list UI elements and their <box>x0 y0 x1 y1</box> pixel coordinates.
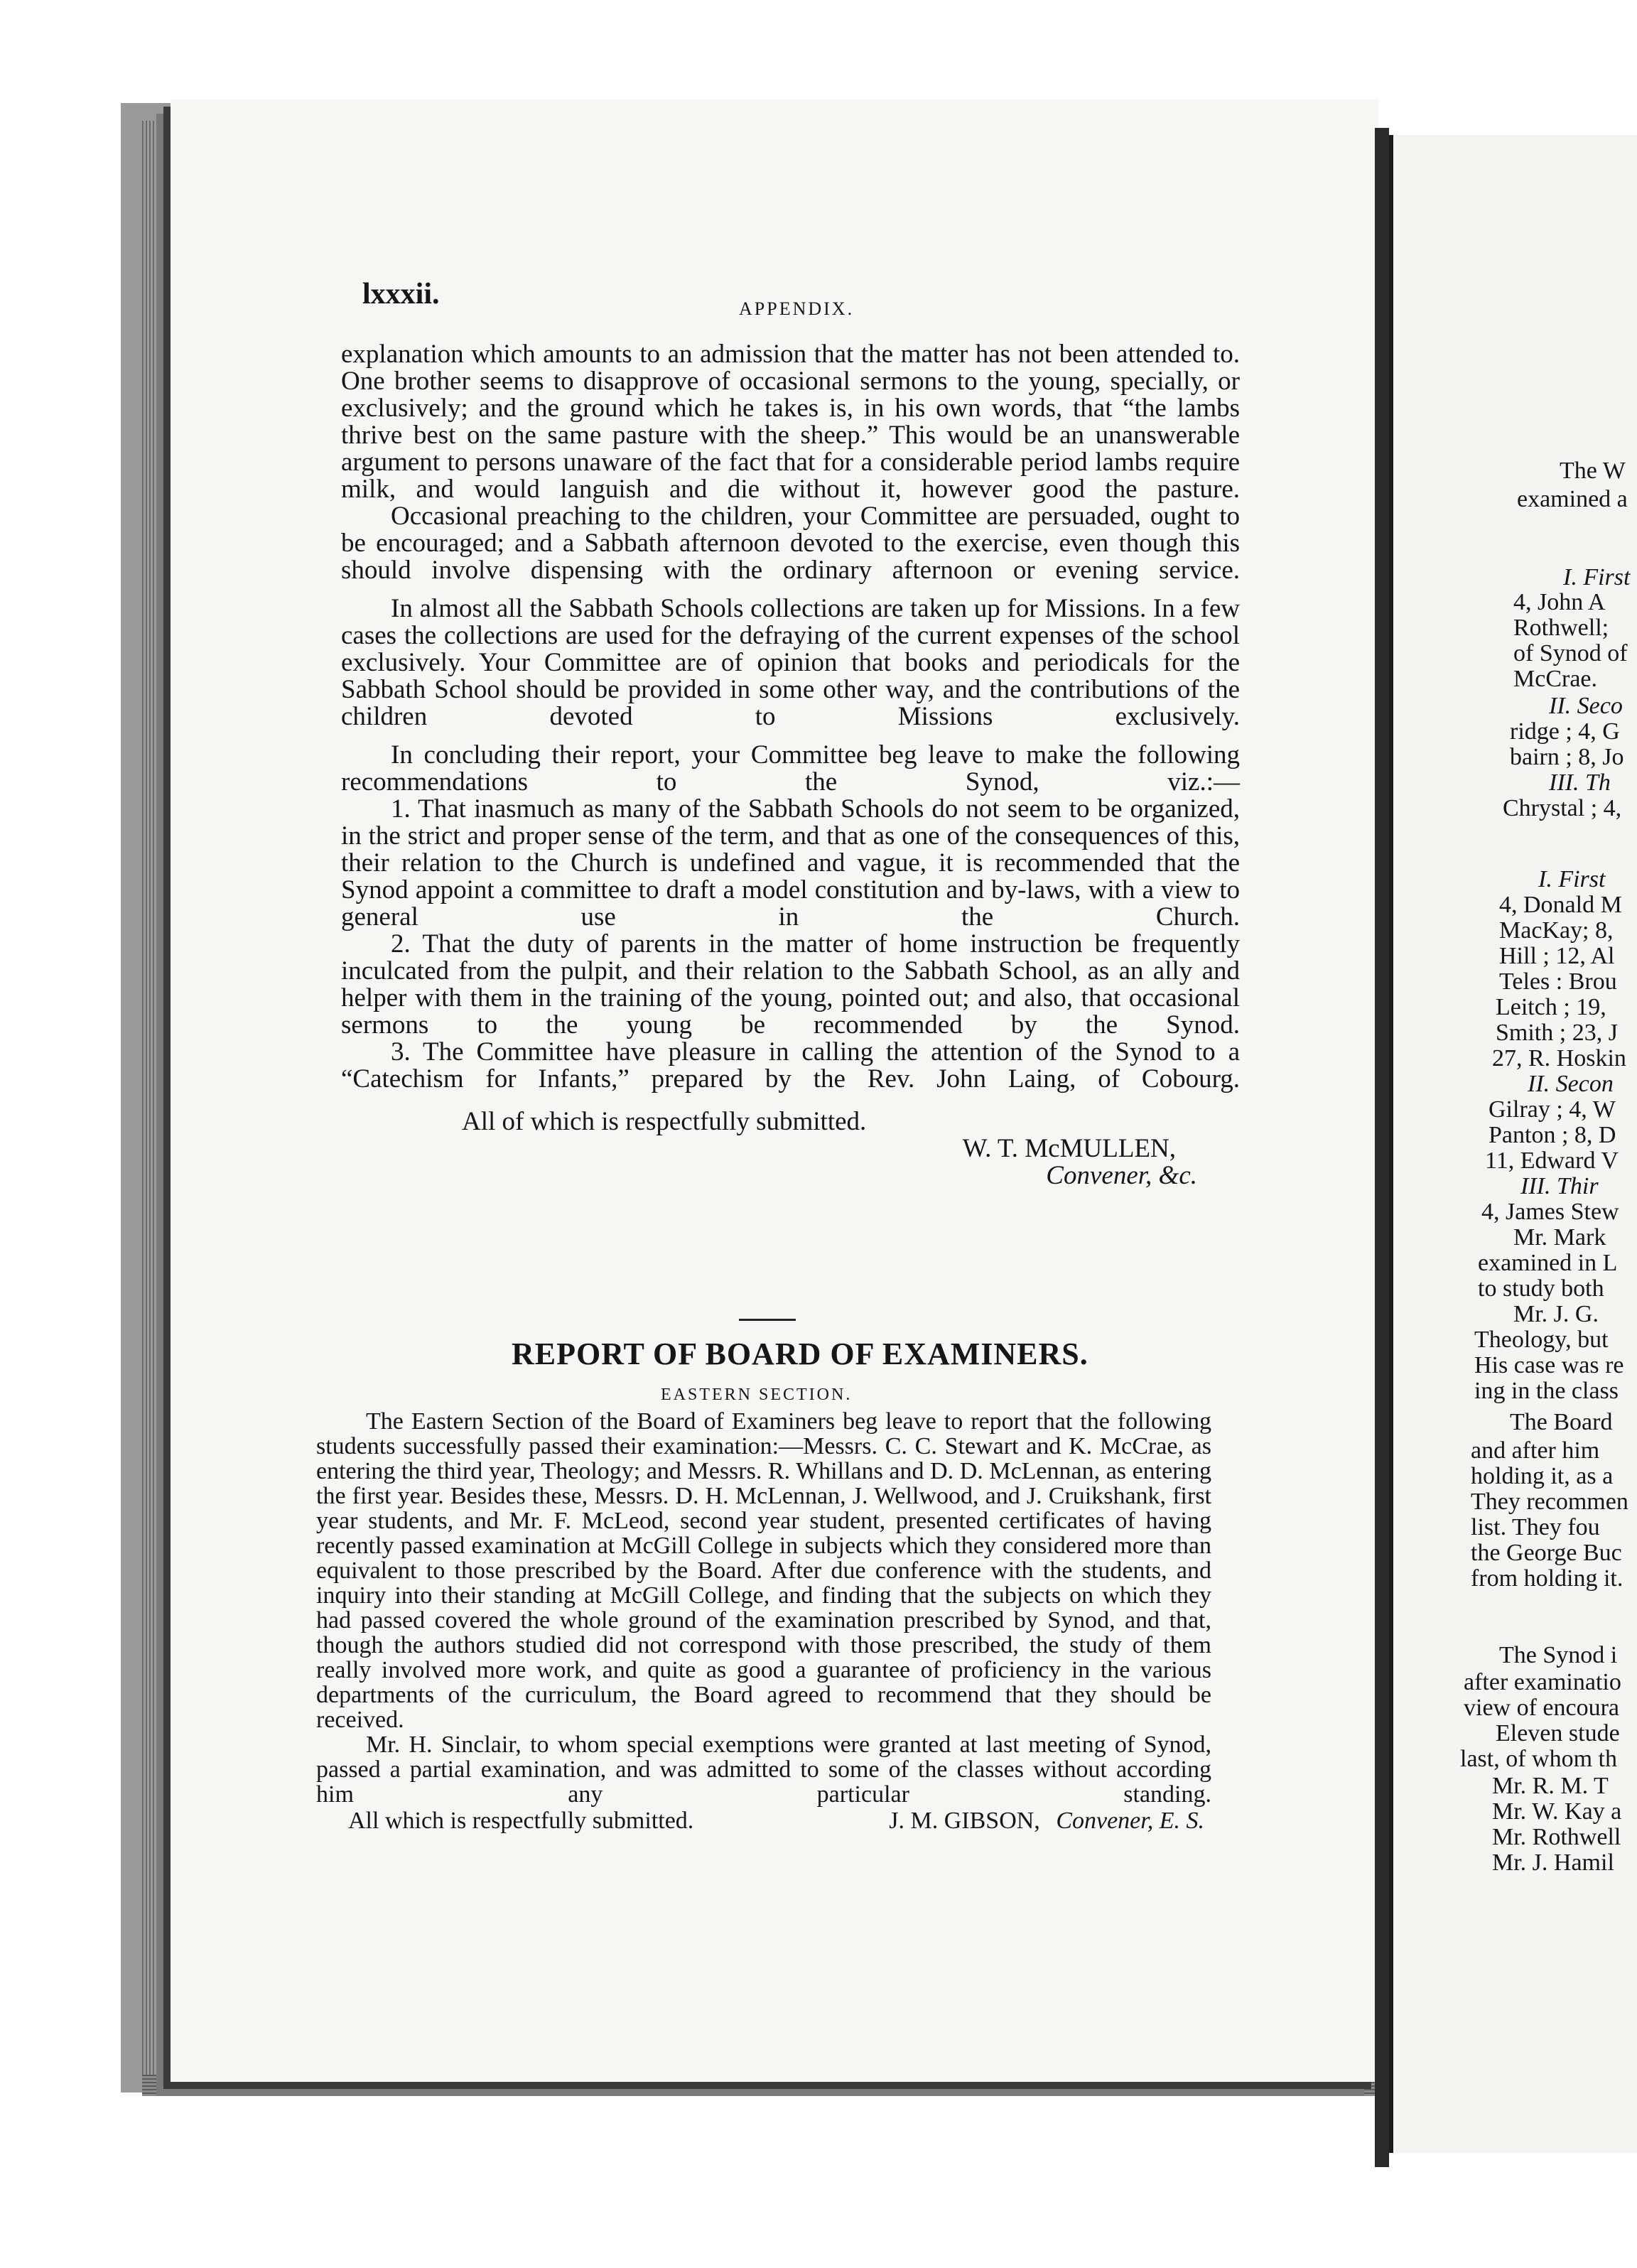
right-fragment: 4, Donald M <box>1499 892 1622 918</box>
right-fragment: III. Th <box>1549 770 1611 796</box>
right-fragment: Gilray ; 4, W <box>1489 1096 1616 1123</box>
right-fragment: 4, James Stew <box>1481 1199 1619 1225</box>
recommendation-3: 3. The Committee have pleasure in calling the attention of the Synod to a “Catechism for Infants,” prepared by the Rev. John Laing, of Cobourg. <box>341 1037 1240 1094</box>
gutter-shadow <box>1375 128 1389 2167</box>
right-fragment: Eleven stude <box>1496 1720 1620 1746</box>
right-fragment: II. Seco <box>1549 693 1623 719</box>
right-fragment: His case was re <box>1474 1352 1624 1378</box>
right-fragment: Mr. R. M. T <box>1492 1773 1609 1799</box>
recommendation-2: 2. That the duty of parents in the matter of home instruction be frequently inculcated from the pulpit, and their relation to the Sabbath School, as an ally and helper with them in the training of the young, pointed out; and also, that occasional sermons to the young be recommended by the Synod. <box>341 929 1240 1040</box>
recommendation-1: 1. That inasmuch as many of the Sabbath Schools do not seem to be organized, in the strict and proper sense of the term, and that as one of the consequences of this, their relation to the Church is undefined and vague, it is recommended that the Synod appoint a committee to draft a model constitution and by-laws, with a view to general use in the Church. <box>341 794 1240 932</box>
section-divider <box>739 1319 796 1321</box>
right-fragment: Rothwell; <box>1513 615 1609 641</box>
right-fragment: and after him <box>1471 1437 1600 1464</box>
signer-title: Convener, &c. <box>1046 1161 1197 1190</box>
right-fragment: The Board <box>1510 1409 1613 1435</box>
right-fragment: The Synod i <box>1499 1642 1618 1668</box>
right-fragment: McCrae. <box>1513 666 1598 692</box>
report-signer <box>889 1808 1204 1833</box>
right-fragment: after examinatio <box>1464 1669 1621 1695</box>
right-fragment: Smith ; 23, J <box>1496 1020 1618 1046</box>
right-fragment: ridge ; 4, G <box>1510 718 1620 745</box>
right-fragment: Mr. Rothwell <box>1492 1824 1621 1850</box>
report-title: REPORT OF BOARD OF EXAMINERS. <box>512 1336 1088 1371</box>
right-fragment: 27, R. Hoskin <box>1492 1045 1626 1071</box>
right-fragment: examined a <box>1517 486 1628 512</box>
right-fragment: MacKay; 8, <box>1499 917 1614 944</box>
right-fragment: Panton ; 8, D <box>1489 1122 1616 1148</box>
right-fragment: Chrystal ; 4, <box>1503 795 1622 821</box>
report-closing-row <box>316 1808 1211 1834</box>
signer-name: W. T. McMULLEN, <box>962 1134 1176 1163</box>
right-fragment: The W <box>1560 458 1626 484</box>
running-title: APPENDIX. <box>739 298 855 319</box>
right-fragment: from holding it. <box>1471 1565 1624 1592</box>
right-fragment: III. Thir <box>1520 1173 1599 1199</box>
right-fragment: last, of whom th <box>1460 1746 1617 1772</box>
right-fragment: 4, John A <box>1513 589 1606 615</box>
right-fragment: Mr. Mark <box>1513 1224 1606 1251</box>
report-section: EASTERN SECTION. <box>661 1386 853 1404</box>
right-fragment: Theology, but <box>1474 1327 1609 1353</box>
right-fragment: They recommen <box>1471 1489 1628 1515</box>
report-body <box>316 1403 1211 1834</box>
report-closing: All which is respectfully submitted. <box>348 1808 694 1834</box>
right-fragment: Teles : Brou <box>1499 968 1617 995</box>
right-fragment: Leitch ; 19, <box>1496 994 1606 1020</box>
right-fragment: examined in L <box>1478 1250 1618 1276</box>
report-paragraph-1: The Eastern Section of the Board of Examiners beg leave to report that the following students successfully passed their examination:—Messrs. C. C. Stewart and K. McCrae, as entering the third year, Theology; and Messrs. R. Whillans and D. D. McLennan, as entering the first year. Besides these, Messrs. D. H. McLennan, J. Wellwood, and J. Cruikshank, first year students, and Mr. F. McLeod, second year student, presented certificates of having recently passed examination at McGill College in subjects which they considered more than equivalent to those prescribed by the Board. After due conference with the students, and inquiry into their standing at McGill College, and finding that the subjects on which they had passed covered the whole ground of the examination prescribed by Synod, and that, though the authors studied did not correspond with those prescribed, the study of them really involved more work, and quite as good a guarantee of proficiency in the various departments of the curriculum, the Board agreed to recommend that they should be received. <box>316 1408 1211 1733</box>
right-fragment: I. First <box>1538 866 1606 892</box>
right-fragment: list. They fou <box>1471 1514 1600 1540</box>
report-signer-name: J. M. GIBSON, <box>889 1808 1040 1834</box>
main-body <box>341 341 1240 1189</box>
right-fragment: Hill ; 12, Al <box>1499 943 1615 969</box>
right-fragment: Mr. J. Hamil <box>1492 1850 1614 1876</box>
right-fragment: Mr. W. Kay a <box>1492 1798 1622 1825</box>
submitted-line: All of which is respectfully submitted. <box>462 1107 867 1136</box>
page-edge-left <box>142 121 171 2089</box>
page-number: lxxxii. <box>362 278 440 310</box>
right-fragment: ing in the class <box>1474 1378 1619 1404</box>
right-fragment: 11, Edward V <box>1485 1148 1619 1174</box>
right-fragment: of Synod of <box>1513 640 1628 666</box>
paragraph-3: In almost all the Sabbath Schools collections are taken up for Missions. In a few cases the collections are used for the defraying of the current expenses of the school exclusively. Your Committee are of opinion that books and periodicals for the Sabbath School should be provided in some other way, and the contributions of the children devoted to Missions exclusively. <box>341 594 1240 731</box>
paragraph-4: In concluding their report, your Committee beg leave to make the following recommendations to the Synod, viz.:— <box>341 740 1240 796</box>
right-fragment: I. First <box>1563 564 1631 590</box>
report-paragraph-2: Mr. H. Sinclair, to whom special exemptions were granted at last meeting of Synod, passed a partial examination, and was admitted to some of the classes without according him any particular standing. <box>316 1732 1211 1808</box>
right-fragment: holding it, as a <box>1471 1463 1614 1489</box>
right-fragment: bairn ; 8, Jo <box>1510 744 1624 770</box>
right-fragment: view of encoura <box>1464 1695 1620 1721</box>
right-fragment: the George Buc <box>1471 1540 1622 1566</box>
paragraph-2: Occasional preaching to the children, your Committee are persuaded, ought to be encouraged; and a Sabbath afternoon devoted to the exercise, even though this should involve dispensing with the ordinary afternoon or evening service. <box>341 502 1240 585</box>
right-fragment: Mr. J. G. <box>1513 1301 1599 1327</box>
right-fragment: to study both <box>1478 1275 1604 1302</box>
paragraph-1: explanation which amounts to an admission that the matter has not been attended to. One brother seems to disapprove of occasional sermons to the young, specially, or exclusively; and the ground which he takes is, in his own words, that “the lambs thrive best on the same pasture with the sheep.” This would be an unanswerable argument to persons unaware of the fact that for a considerable period lambs require milk, and would languish and die without it, however good the pasture. <box>341 340 1240 504</box>
report-signer-title: Convener, E. S. <box>1056 1808 1204 1834</box>
right-fragment: II. Secon <box>1528 1071 1614 1097</box>
